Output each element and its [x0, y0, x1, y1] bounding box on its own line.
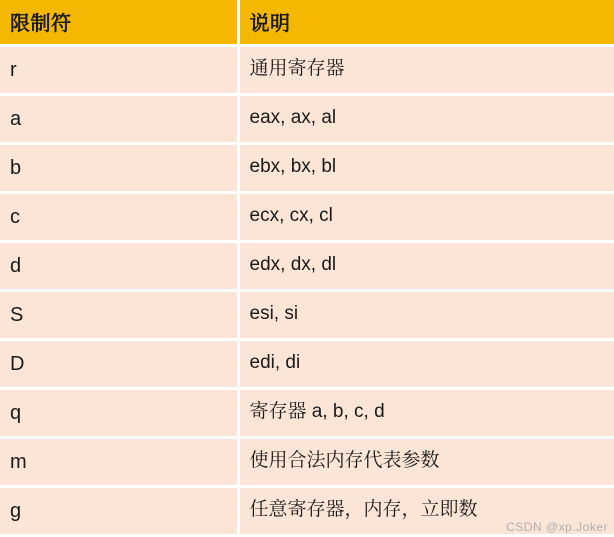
cell-symbol: S	[0, 291, 238, 340]
cell-symbol: r	[0, 46, 238, 95]
table-row	[0, 389, 614, 438]
cell-symbol: m	[0, 438, 238, 487]
cell-description: eax, ax, al	[238, 95, 614, 144]
table-header	[0, 0, 614, 46]
cell-description: ebx, bx, bl	[238, 144, 614, 193]
column-header-description: 说明	[238, 0, 614, 46]
cell-description: 使用合法内存代表参数	[238, 438, 614, 487]
table-row	[0, 46, 614, 95]
cell-description: edi, di	[238, 340, 614, 389]
cell-symbol: g	[0, 487, 238, 536]
table-header-row	[0, 0, 614, 46]
table-row	[0, 144, 614, 193]
table-body	[0, 46, 614, 536]
table-row	[0, 193, 614, 242]
table-row	[0, 291, 614, 340]
cell-symbol: D	[0, 340, 238, 389]
cell-description: 任意寄存器，内存，立即数	[238, 487, 614, 536]
cell-symbol: a	[0, 95, 238, 144]
cell-symbol: d	[0, 242, 238, 291]
cell-symbol: c	[0, 193, 238, 242]
column-header-symbol: 限制符	[0, 0, 238, 46]
cell-description: esi, si	[238, 291, 614, 340]
cell-description: 通用寄存器	[238, 46, 614, 95]
cell-symbol: b	[0, 144, 238, 193]
table-row	[0, 340, 614, 389]
cell-description: 寄存器 a, b, c, d	[238, 389, 614, 438]
table-row	[0, 242, 614, 291]
cell-symbol: q	[0, 389, 238, 438]
watermark: CSDN @xp.Joker	[506, 520, 608, 534]
table-row	[0, 95, 614, 144]
cell-description: edx, dx, dl	[238, 242, 614, 291]
cell-description: ecx, cx, cl	[238, 193, 614, 242]
table-row	[0, 438, 614, 487]
